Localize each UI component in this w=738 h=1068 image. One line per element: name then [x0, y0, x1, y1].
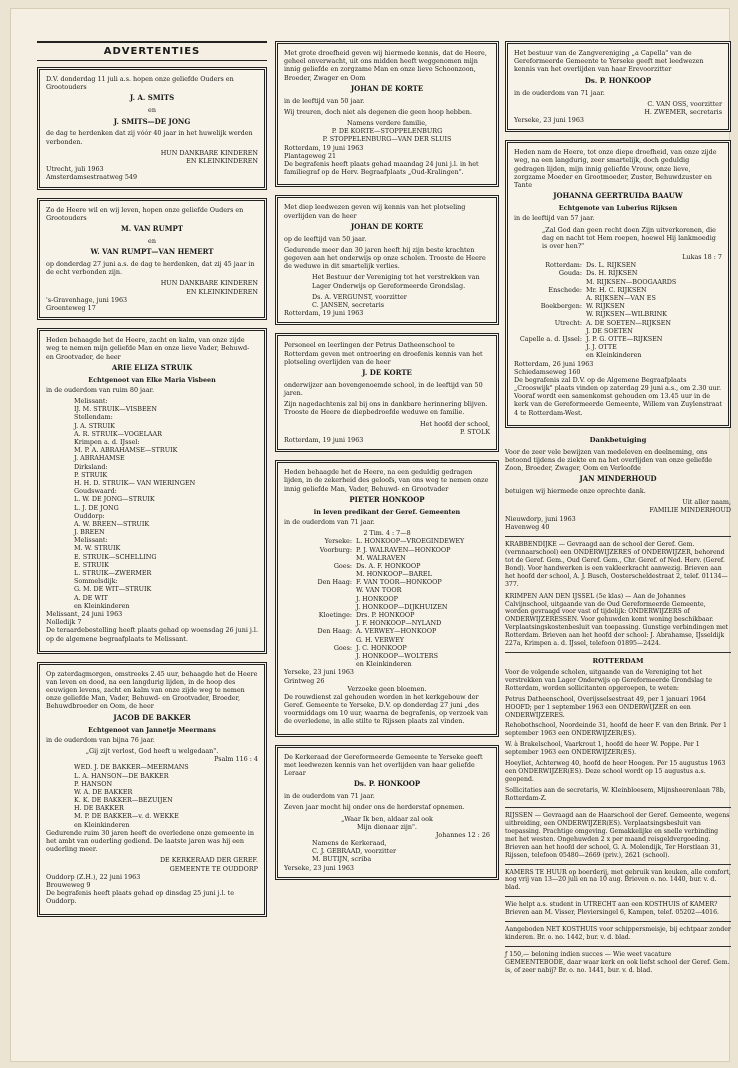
- ad-footer: De begrafenis zal D.V. op de Algemene Begraafplaats „Crooswijk" plaats vinden op zaterdag 29 juni a.s., om 2.30 uur. Vooraf wordt een samenkomst gehouden om 13.45 uur in de kerk van de Gereformeerde Gemeente, Willem van Zuylenstraat 4 te Rotterdam-West.: [514, 375, 722, 417]
- rotterdam-item: Hoeyliet, Achterweg 40, hoofd de heer Hoogen. Per 15 augustus 1963 een ONDERWIJZER(ES). Deze school wordt op 15 augustus a.s. geopend.: [505, 760, 726, 784]
- family-row: [284, 644, 490, 652]
- family-line: J. ABRAHAMSE: [74, 454, 125, 463]
- ad-subtitle: Echtgenote van Luberius Rijksen: [558, 204, 678, 213]
- anniversary-ad-van-rumpt: [37, 198, 267, 321]
- family-row: [514, 351, 722, 359]
- family-line: E. STRUIK—SCHELLING: [74, 552, 157, 561]
- ad-intro: De Kerkeraad der Gereformeerde Gemeente te Yerseke geeft met leedwezen kennis van het overlijden van haar geliefde Leraar: [284, 752, 483, 777]
- rotterdam-item: Petrus Datheenschool, Overijsselsestraat 49, per 1 januari 1964 HOOFD; per 1 september 1963 een ONDERWIJZER en een ONDERWIJZERES.: [505, 695, 707, 719]
- ad-age: in de ouderdom van ruim 80 jaar.: [46, 385, 155, 394]
- ad-age: in de ouderdom van bijna 76 jaar.: [46, 735, 155, 744]
- family-member: P. J. WALRAVEN—HONKOOP: [356, 545, 451, 554]
- family-row: [284, 586, 490, 594]
- family-line: L. J. DE JONG: [74, 503, 119, 512]
- thanks-text: Voor de zeer vele bewijzen van medeleven en deelneming, ons betoond tijdens de ziekte en na het overlijden van onze geliefde Zoon, Broeder, Zwager, Oom en Verloofde: [505, 447, 713, 472]
- ad-signature: H. ZWEMER, secretaris: [644, 107, 722, 116]
- family-place: Utrecht:: [554, 318, 582, 327]
- ad-intro: Met diep leedwezen geven wij kennis van het plotseling overlijden van de heer: [284, 203, 466, 220]
- family-member: Ds. L. RIJKSEN: [586, 261, 637, 270]
- family-row: [284, 652, 490, 660]
- ad-signature: P. STOLK: [460, 427, 490, 436]
- family-place: Voorburg:: [319, 545, 352, 554]
- family-row: [514, 302, 722, 310]
- ad-text: de dag te herdenken dat zij vóór 40 jaar in het huwelijk werden verbonden.: [46, 129, 253, 146]
- family-line: E. STRUIK: [74, 560, 109, 569]
- ad-place: Ouddorp (Z.H.), 22 juni 1963: [46, 872, 141, 881]
- family-place: [284, 570, 356, 578]
- family-place: [284, 660, 356, 668]
- rotterdam-item: W. à Brakelschool, Vaarkrout 1, hoofd de heer W. Poppe. Per 1 september 1963 een ONDERWIJZER(ES).: [505, 741, 700, 757]
- ad-signature: C. JANSEN, secretaris: [312, 301, 385, 310]
- ad-signature: HUN DANKBARE KINDEREN: [160, 279, 258, 288]
- family-row: [514, 319, 722, 327]
- family-line: Melissant:: [74, 397, 108, 406]
- family-row: [514, 294, 722, 302]
- divider: [505, 652, 731, 653]
- family-member: J. F. HONKOOP—NYLAND: [356, 619, 442, 628]
- thanks-signature: FAMILIE MINDERHOUD: [649, 506, 731, 515]
- family-place: Gouda:: [558, 269, 582, 278]
- ad-age: in de leeftijd van 57 jaar.: [514, 214, 595, 223]
- ad-place: Yerseke, 23 juni 1963: [284, 668, 354, 677]
- rotterdam-intro: Voor de volgende scholen, uitgaande van de Vereniging tot het verstrekken van Lager Onderwijs op Gereformeerde Grondslag te Rotterdam, worden sollicitanten opgeroepen, te weten:: [505, 668, 713, 692]
- family-row: [514, 269, 722, 277]
- family-place: Kloetinge:: [318, 611, 352, 619]
- ad-name: JACOB DE BAKKER: [113, 712, 191, 722]
- family-line: K. K. DE BAKKER—BEZUIJEN: [74, 796, 173, 805]
- family-line: P. STRUIK: [74, 470, 108, 479]
- family-row: [514, 310, 722, 318]
- thanks-heading: Dankbetuiging: [589, 435, 647, 444]
- ad-subtitle: Echtgenoot van Jannetje Meermans: [88, 725, 216, 734]
- ad-reference: Lukas 18 : 7: [682, 253, 722, 262]
- family-row: [284, 627, 490, 635]
- ad-signature: DE KERKERAAD DER GEREF.: [159, 856, 258, 865]
- family-row: [284, 578, 490, 586]
- classified-rotterdam: [505, 657, 731, 803]
- family-member: en Kleinkinderen: [356, 660, 412, 669]
- family-place: [284, 619, 356, 627]
- thanks-address: Havenweg 40: [505, 522, 550, 531]
- rotterdam-item: Sollicitaties aan de secretaris, W. Kleinbloesem, Mijnsheerenlaan 78b, Rotterdam-Z.: [505, 787, 726, 802]
- family-line: H. DE BAKKER: [74, 804, 124, 813]
- family-line: Krimpen a. d. IJssel:: [74, 438, 140, 447]
- family-row: [514, 278, 722, 286]
- classified-krabbendijke: KRABBENDIJKE — Gevraagd aan de school der Geref. Gem. (vernnaarschool) een ONDERWIJZERES of ONDERWIJZER, behorend tot de Geref. Gem., Oud Geref. Gem., Chr. Geref. of Ned. Herv. (Geref. Bond). Voor handwerken is een vakleerkracht aanwezig. Brieven aan het hoofd der school, A. J. Busch, Oosterscheldestraat 2, telef. 01134—377.: [505, 540, 728, 588]
- family-line: G. M. DE WIT—STRUIK: [74, 585, 152, 594]
- ad-intro: D.V. donderdag 11 juli a.s. hopen onze geliefde Ouders en Grootouders: [46, 75, 234, 92]
- classified-kosthuis: Wie helpt a.s. student in UTRECHT aan een KOSTHUIS of KAMER? Brieven aan M. Visser, Pleviersingel 6, Kampen, telef. 05202—4016.: [505, 901, 719, 917]
- family-place: [284, 603, 356, 611]
- family-member: J. HONKOOP: [356, 594, 398, 603]
- ad-place: Rotterdam, 19 juni 1963: [284, 309, 364, 318]
- ad-place: Rotterdam, 19 juni 1963: [284, 143, 364, 152]
- family-place: Yerseke:: [324, 537, 352, 546]
- ad-intro: Heden nam de Heere, tot onze diepe droefheid, van onze zijde weg, na een langdurig, zeer smartelijk, doch geduldig gedragen lijden, mijn innig geliefde Vrouw, onze lieve, zorgzame Moeder en Grootmoeder, Zuster, Behuwdzuster en Tante: [514, 148, 717, 190]
- family-row: [514, 327, 722, 335]
- ad-place: Melissant, 24 juni 1963: [46, 609, 123, 618]
- ad-intro: Heden behaagde het de Heere, na een geduldig gedragen lijden, in de zekerheid des geloofs, van ons weg te nemen onze innig geliefde Man, Vader, Behuwd- en Grootvader: [284, 468, 489, 493]
- divider: [505, 807, 731, 808]
- ad-address: Grintweg 26: [284, 676, 325, 685]
- ad-age: in de ouderdom van 71 jaar.: [284, 517, 375, 526]
- family-line: WED. J. DE BAKKER—MEERMANS: [74, 763, 189, 772]
- classified-krimpen: KRIMPEN AAN DEN IJSSEL (5e klas) — Aan de Johannes Calvijnschool, uitgaande van de Oud Gereformeerde Gemeente, worden gevraagd voor vast of tijdelijk: ONDERWIJZERS of ONDERWIJZERESSEN. Voor gehuwden komt woning beschikbaar. Verplaatsingskostenbesluit van toepassing. Gunstige verbindingen met Rotterdam. Brieven aan het hoofd der school: J. Abrahamse, IJsseldijk 227a, Krimpen a. d. IJssel, telefoon 01895—2424.: [505, 592, 729, 648]
- family-member: M. WALRAVEN: [356, 553, 406, 562]
- divider: [505, 946, 731, 947]
- thanks-signature: Uit aller naam,: [682, 498, 731, 507]
- obituary-struik: [37, 328, 267, 654]
- ad-name: J. A. SMITS: [129, 93, 175, 103]
- family-place: [284, 636, 356, 644]
- family-line: Dirksland:: [74, 462, 108, 471]
- family-line: Ouddorp:: [74, 511, 105, 520]
- obituary-honkoop-church: [275, 745, 499, 880]
- family-place: Goes:: [333, 561, 352, 570]
- family-member: G. H. VERWEY: [356, 635, 404, 644]
- ad-signature: EN KLEINKINDEREN: [186, 157, 258, 166]
- family-line: W. A. DE BAKKER: [74, 787, 133, 796]
- divider: [505, 896, 731, 897]
- family-place: Enschede:: [548, 285, 582, 294]
- family-row: [284, 619, 490, 627]
- ad-subtitle: in leven predikant der Geref. Gemeenten: [313, 507, 461, 516]
- ad-age: in de leeftijd van 50 jaar.: [284, 96, 365, 105]
- ad-intro: Het bestuur van de Zangvereniging „a Capella" van de Gereformeerde Gemeente te Yerseke geeft met leedwezen kennis van het overlijden van haar Erevoorzitter: [514, 49, 704, 74]
- ad-signature: Het hoofd der school,: [420, 419, 490, 428]
- family-member: W. RIJKSEN: [586, 302, 625, 311]
- ad-age: op de leeftijd van 50 jaar.: [284, 234, 367, 243]
- family-line: J. BREEN: [74, 528, 105, 537]
- ad-footer: De rouwdienst zal gehouden worden in het kerkgebouw der Geref. Gemeente te Yerseke, D.V. op donderdag 27 juni „des voormiddags om 10 uur, waarna de begrafenis, op verzoek van de overledene, in alle stilte te Rijssen plaats zal vinden.: [284, 692, 488, 726]
- obituary-honkoop-choir: [505, 41, 731, 132]
- column-1: [37, 41, 267, 925]
- ad-name: J. SMITS—DE JONG: [113, 116, 191, 126]
- ad-name: Ds. P. HONKOOP: [584, 75, 652, 85]
- ad-name: W. VAN RUMPT—VAN HEMERT: [90, 247, 214, 257]
- family-place: Capelle a. d. IJssel:: [519, 334, 582, 343]
- family-place: [514, 310, 586, 318]
- family-member: J. C. HONKOOP: [356, 643, 407, 652]
- thanks-name: JAN MINDERHOUD: [579, 474, 657, 484]
- family-line: M. P. A. ABRAHAMSE—STRUIK: [74, 446, 178, 455]
- ad-address: Nolledijk 7: [46, 618, 82, 627]
- divider: [505, 864, 731, 865]
- ad-subtitle: Echtgenoot van Elke Maria Visbeen: [88, 375, 216, 384]
- ad-quote: „Zal God dan geen recht doen Zijn uitverkorenen, die dag en nacht tot Hem roepen, hoewel Hij lankmoedig is over hen?": [542, 225, 716, 250]
- classified-kamers: KAMERS TE HUUR op boerderij, met gebruik van keuken, alle comfort, nog vrij van 13—20 juli en na 10 aug. Brieven o. no. 1440, bur. v. d. blad.: [505, 868, 731, 892]
- family-line: L. W. DE JONG—STRUIK: [74, 495, 155, 504]
- family-place: Den Haag:: [317, 578, 352, 587]
- ad-name: Ds. P. HONKOOP: [353, 779, 421, 789]
- family-line: en Kleinkinderen: [74, 601, 130, 610]
- family-list: [46, 397, 258, 610]
- family-list: [46, 763, 258, 829]
- family-line: L. STRUIK—ZWERMER: [74, 569, 152, 578]
- ad-en: en: [148, 106, 156, 115]
- family-list: [514, 261, 722, 359]
- ad-address: Brouweweg 9: [46, 880, 91, 889]
- family-line: L. A. HANSON—DE BAKKER: [74, 771, 169, 780]
- family-place: [284, 586, 356, 594]
- ad-address: Amsterdamsestraatweg 549: [46, 173, 138, 182]
- family-place: [514, 327, 586, 335]
- anniversary-ad-smits: [37, 67, 267, 190]
- family-line: H. H. D. STRUIK— VAN WIERINGEN: [74, 478, 196, 487]
- ad-place: 's-Gravenhage, juni 1963: [46, 295, 128, 304]
- ad-organisation: Het Bestuur der Vereniging tot het verstrekken van Lager Onderwijs op Gereformeerde Grondslag.: [312, 273, 480, 290]
- family-line: Melissant:: [74, 536, 108, 545]
- rotterdam-heading: ROTTERDAM: [592, 657, 644, 666]
- family-line: M. P. DE BAKKER—v. d. WEKKE: [74, 812, 179, 821]
- column-3: [505, 41, 731, 979]
- family-member: J. J. OTTE: [586, 343, 617, 352]
- ad-signature: C. VAN OSS, voorzitter: [647, 99, 722, 108]
- family-list: [284, 537, 490, 668]
- obituary-de-korte-association: [275, 195, 499, 325]
- ad-text: Gedurende meer dan 30 jaren heeft hij zijn beste krachten gegeven aan het onderwijs op onze scholen. Trooste de Heere de weduwe in dit smartelijk verlies.: [284, 245, 486, 271]
- family-line: A. W. BREEN—STRUIK: [74, 519, 150, 528]
- family-row: [514, 286, 722, 294]
- ad-place: Yerseke, 23 juni 1963: [284, 863, 354, 872]
- ad-place: Rotterdam, 19 juni 1963: [284, 436, 364, 445]
- ad-signature: GEMEENTE TE OUDDORP: [169, 864, 258, 873]
- family-line: Sommelsdijk:: [74, 577, 118, 586]
- ad-text: op donderdag 27 juni a.s. de dag te herdenken, dat zij 45 jaar in de echt verbonden zijn.: [46, 260, 255, 277]
- ad-name: JOHANNA GEERTRUIDA BAAUW: [553, 191, 683, 201]
- family-member: Mr. H. C. RIJKSEN: [586, 285, 647, 294]
- ad-age: in de ouderdom van 71 jaar.: [514, 88, 605, 97]
- family-member: A. VERWEY—HONKOOP: [356, 627, 437, 636]
- ad-reference: 2 Tim. 4 : 7—8: [363, 529, 411, 538]
- family-row: [514, 335, 722, 343]
- family-place: Boekbergen:: [540, 302, 582, 311]
- ad-quote: „Waar Ik ben, aldaar zal ook: [341, 814, 433, 823]
- family-member: J. DE SOETEN: [586, 326, 633, 335]
- thanks-place: Nieuwdorp, juni 1963: [505, 514, 576, 523]
- ad-address: Groenteweg 17: [46, 304, 96, 312]
- family-member: Ds. A. F. HONKOOP: [356, 561, 421, 570]
- ad-signature: P. STOPPELENBURG—VAN DER SLUIS: [322, 135, 452, 144]
- ad-signature: M. BUTIJN, scriba: [312, 855, 372, 864]
- thanks-notice: [505, 436, 731, 531]
- family-place: Goes:: [333, 643, 352, 652]
- family-place: [284, 595, 356, 603]
- family-row: [284, 570, 490, 578]
- obituary-de-korte-family: [275, 41, 499, 187]
- family-member: W. VAN TOOR: [356, 586, 402, 595]
- family-line: Goudswaard:: [74, 487, 117, 496]
- ad-signature: P. DE KORTE—STOPPELENBURG: [331, 127, 443, 136]
- family-place: [514, 294, 586, 302]
- family-row: [284, 554, 490, 562]
- family-member: M. HONKOOP—BAREL: [356, 570, 432, 579]
- obituary-de-korte-school: [275, 333, 499, 452]
- family-row: [284, 603, 490, 611]
- ad-footer: De teraardebestelling heeft plaats gehad op woensdag 26 juni j.l. op de algemene begraafplaats te Melissant.: [46, 626, 258, 643]
- thanks-text: betuigen wij hiermede onze oprechte dank.: [505, 487, 646, 496]
- family-place: [514, 278, 586, 286]
- family-place: [514, 351, 586, 359]
- ad-place: Rotterdam, 26 juni 1963: [514, 359, 594, 368]
- ad-en: en: [148, 236, 156, 245]
- ad-text: onderwijzer aan bovengenoemde school, in de leeftijd van 50 jaren.: [284, 380, 483, 398]
- ad-signature: HUN DANKBARE KINDEREN: [160, 148, 258, 157]
- ad-text: Wij treuren, doch niet als degenen die geen hoop hebben.: [284, 107, 472, 116]
- obituary-de-bakker: [37, 662, 267, 917]
- ad-name: M. VAN RUMPT: [121, 223, 183, 233]
- family-place: [514, 343, 586, 351]
- ad-signature: Ds. A. VERGUNST, voorzitter: [312, 292, 407, 301]
- ad-quote: Mijn dienaar zijn".: [357, 822, 417, 831]
- family-place: [284, 554, 356, 562]
- rotterdam-item: Rehobothschool, Noordeinde 31, hoofd de heer F. van den Brink. Per 1 september 1963 een ONDERWIJZER(ES).: [505, 722, 727, 738]
- ad-name: JOHAN DE KORTE: [350, 83, 424, 93]
- ad-text: Zeven jaar mocht hij onder ons de herderstaf opnemen.: [284, 803, 465, 812]
- family-place: Den Haag:: [317, 627, 352, 636]
- ad-text: Gedurende ruim 30 jaren heeft de overledene onze gemeente in het ambt van ouderling gediend. De laatste jaren was hij een ouderling meer.: [46, 828, 254, 854]
- ad-name: ARIE ELIZA STRUIK: [111, 362, 193, 372]
- family-member: W. RIJKSEN—WILBRINK: [586, 310, 667, 319]
- ad-name: JOHAN DE KORTE: [350, 221, 424, 231]
- ad-flowers-note: Verzoeke geen bloemen.: [347, 684, 427, 693]
- column-2: [275, 41, 499, 888]
- family-place: [284, 652, 356, 660]
- family-member: A. RIJKSEN—VAN ES: [586, 294, 656, 303]
- ad-intro: Op zaterdagmorgen, omstreeks 2.45 uur, behaagde het de Heere van leven en dood, na een langdurig lijden, in de hoop des eeuwigen levens, zacht en kalm van onze zijde weg te nemen onze geliefde Man, Vader, Behuwd- en Grootvader, Broeder, Behuwdbroeder en Oom, de heer: [46, 669, 258, 711]
- ad-reference: Johannes 12 : 26: [435, 830, 490, 839]
- family-line: Stellendam:: [74, 413, 113, 422]
- divider: [505, 921, 731, 922]
- family-member: Ds. H. RIJKSEN: [586, 269, 638, 278]
- family-line: A. R. STRUIK—VOGELAAR: [74, 429, 162, 438]
- family-place: Rotterdam:: [545, 261, 582, 270]
- newspaper-page: [10, 8, 730, 1062]
- ad-signature: EN KLEINKINDEREN: [186, 287, 258, 296]
- ad-name: PIETER HONKOOP: [349, 494, 425, 504]
- section-heading: ADVERTENTIES: [37, 41, 267, 61]
- family-member: J. P. G. OTTE—RIJKSEN: [586, 334, 663, 343]
- family-line: IJ. M. STRUIK—VISBEEN: [74, 405, 157, 414]
- family-line: P. HANSON: [74, 779, 113, 788]
- family-line: M. W. STRUIK: [74, 544, 121, 553]
- family-row: [284, 562, 490, 570]
- ad-name: J. DE KORTE: [362, 367, 412, 377]
- ad-quote: „Gij zijt verlost, God heeft u welgedaan".: [85, 746, 219, 755]
- family-row: [284, 595, 490, 603]
- ad-intro: Zo de Heere wil en wij leven, hopen onze geliefde Ouders en Grootouders: [46, 205, 244, 222]
- family-line: en Kleinkinderen: [74, 820, 130, 829]
- family-row: [284, 660, 490, 668]
- ad-reference: Psalm 116 : 4: [214, 755, 258, 764]
- ad-address: Plantageweg 21: [284, 151, 337, 160]
- ad-family-label: Namens verdere familie,: [346, 119, 428, 128]
- ad-text: Zijn nagedachtenis zal bij ons in dankbare herinnering blijven. Trooste de Heere de diepbedroefde weduwe en familie.: [284, 400, 488, 417]
- ad-address: Schiedamseweg 160: [514, 367, 581, 376]
- family-row: [284, 537, 490, 545]
- obituary-honkoop-family: [275, 460, 499, 736]
- family-member: A. DE SOETEN—RIJKSEN: [586, 318, 671, 327]
- divider: [505, 536, 731, 537]
- family-row: [284, 636, 490, 644]
- ad-place: Yerseke, 23 juni 1963: [514, 116, 584, 125]
- obituary-baauw: [505, 140, 731, 428]
- ad-intro: Heden behaagde het de Heere, zacht en kalm, van onze zijde weg te nemen mijn geliefde Man en onze lieve Vader, Behuwd- en Grootvader, de heer: [46, 336, 250, 361]
- family-member: J. HONKOOP—DIJKHUIZEN: [356, 602, 448, 611]
- family-line: J. A. STRUIK: [74, 421, 115, 430]
- family-row: [514, 261, 722, 269]
- ad-age: in de ouderdom van 71 jaar.: [284, 792, 375, 801]
- ad-footer: De begrafenis heeft plaats gehad op dinsdag 25 juni j.l. te Ouddorp.: [46, 889, 235, 906]
- family-row: [284, 546, 490, 554]
- family-row: [284, 611, 490, 619]
- family-member: L. HONKOOP—VROEGINDEWEY: [356, 537, 465, 546]
- ad-signature: Namens de Kerkeraad,: [312, 839, 387, 848]
- family-line: A. DE WIT: [74, 593, 108, 602]
- family-member: en Kleinkinderen: [586, 351, 642, 360]
- ad-signature: C. J. GEBRAAD, voorzitter: [312, 847, 397, 856]
- family-row: [514, 343, 722, 351]
- ad-footer: De begrafenis heeft plaats gehad maandag 24 juni j.l. in het familiegraf op de Herv. Begraafplaats „Oud-Kralingen".: [284, 160, 479, 177]
- ad-intro: Personeel en leerlingen der Petrus Datheenschool te Rotterdam geven met ontroering en droefenis kennis van het plotseling overlijden van de heer: [284, 341, 483, 366]
- classified-net-kosthuis: Aangeboden NET KOSTHUIS voor schippersmeisje, bij echtpaar zonder kinderen. Br. o. no. 1442, bur. v. d. blad.: [505, 926, 731, 942]
- family-member: Drs. P. HONKOOP: [356, 611, 415, 619]
- family-member: F. VAN TOOR—HONKOOP: [356, 578, 442, 587]
- family-member: M. RIJKSEN—BOOGAARDS: [586, 277, 677, 286]
- ad-place: Utrecht, juli 1963: [46, 165, 104, 174]
- family-member: J. HONKOOP—WOLTERS: [356, 651, 438, 660]
- ad-intro: Met grote droefheid geven wij hiermede kennis, dat de Heere, geheel onverwacht, uit ons midden heeft weggenomen mijn innig geliefde en zorgzame Man en onze lieve Schoonzoon, Broeder, Zwager en Oom: [284, 49, 487, 82]
- classified-rijssen: RIJSSEN — Gevraagd aan de Haarschool der Geref. Gemeente, wegens uitbreiding, een ONDERWIJZER(ES). Verplaatsingsbesluit van toepassing. Prachtige omgeving. Gemakkelijke en snelle verbinding met het westen. Ongehuwden 2 x per maand reisgeldvergoeding. Brieven aan het hoofd der school, G. A. Molendijk, Ter Horstlaan 31, Rijssen, telefoon 05480—2669 (priv.), 2621 (school).: [505, 811, 730, 859]
- classified-beloning: ƒ 150,— beloning indien succes — Wie weet vacature GEMEENTEBODE, daar waar kerk en ook liefst school der Geref. Gem. is, of zeer nabij? Br. o. no. 1441, bur. v. d. blad.: [505, 951, 730, 974]
